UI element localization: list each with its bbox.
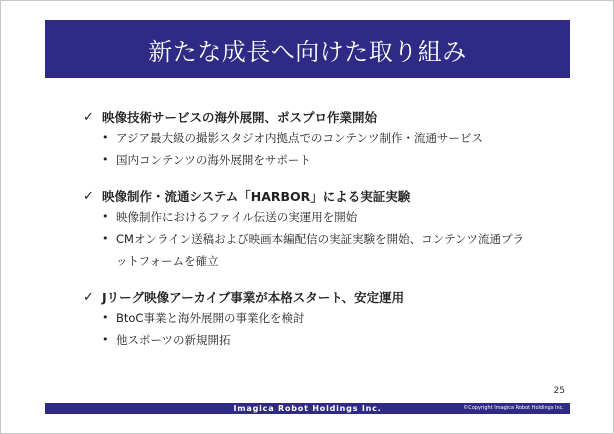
check-mark-icon: ✓ (83, 289, 94, 305)
section-heading-text: 映像技術サービスの海外展開、ポスプロ作業開始 (102, 110, 378, 125)
bullet-dot-icon: • (102, 210, 109, 223)
bullet-dot-icon: • (102, 232, 109, 245)
bullet-dot-icon: • (102, 153, 109, 166)
footer-company-name: Imagica Robot Holdings Inc. (233, 404, 382, 413)
list-item-text: BtoC事業と海外展開の事業化を検討 (116, 311, 305, 325)
list-item-text: 他スポーツの新規開拓 (116, 333, 231, 347)
list-item (102, 149, 563, 171)
section-heading (83, 287, 563, 307)
slide-content (83, 107, 563, 366)
list-item-text: 国内コンテンツの海外展開をサポート (116, 153, 311, 167)
section-heading (83, 186, 563, 206)
list-item (102, 329, 563, 351)
title-bar (45, 20, 570, 78)
list-item (102, 228, 563, 272)
list-item-text: アジア最大級の撮影スタジオ内拠点でのコンテンツ制作・流通サービス (116, 131, 483, 145)
section-overseas (83, 107, 563, 171)
footer-bar (45, 403, 570, 414)
list-item-text: CMオンライン送稿および映画本編配信の実証実験を開始、コンテンツ流通プラットフォームを確立 (116, 232, 525, 268)
section-harbor (83, 186, 563, 272)
list-item (102, 127, 563, 149)
bullet-dot-icon: • (102, 311, 109, 324)
section-heading (83, 107, 563, 127)
bullet-dot-icon: • (102, 131, 109, 144)
page-number: 25 (553, 386, 565, 396)
slide-title: 新たな成長へ向けた取り組み (148, 37, 467, 66)
bullet-dot-icon: • (102, 333, 109, 346)
section-jleague (83, 287, 563, 351)
section-heading-text: 映像制作・流通システム「HARBOR」による実証実験 (102, 189, 411, 204)
footer-copyright: ©Copyright Imagica Robot Holdings Inc. (463, 405, 564, 411)
check-mark-icon: ✓ (83, 188, 94, 204)
list-item (102, 307, 563, 329)
list-item-text: 映像制作におけるファイル伝送の実運用を開始 (116, 210, 358, 224)
check-mark-icon: ✓ (83, 109, 94, 125)
section-heading-text: Jリーグ映像アーカイブ事業が本格スタート、安定運用 (102, 290, 405, 305)
list-item (102, 206, 563, 228)
